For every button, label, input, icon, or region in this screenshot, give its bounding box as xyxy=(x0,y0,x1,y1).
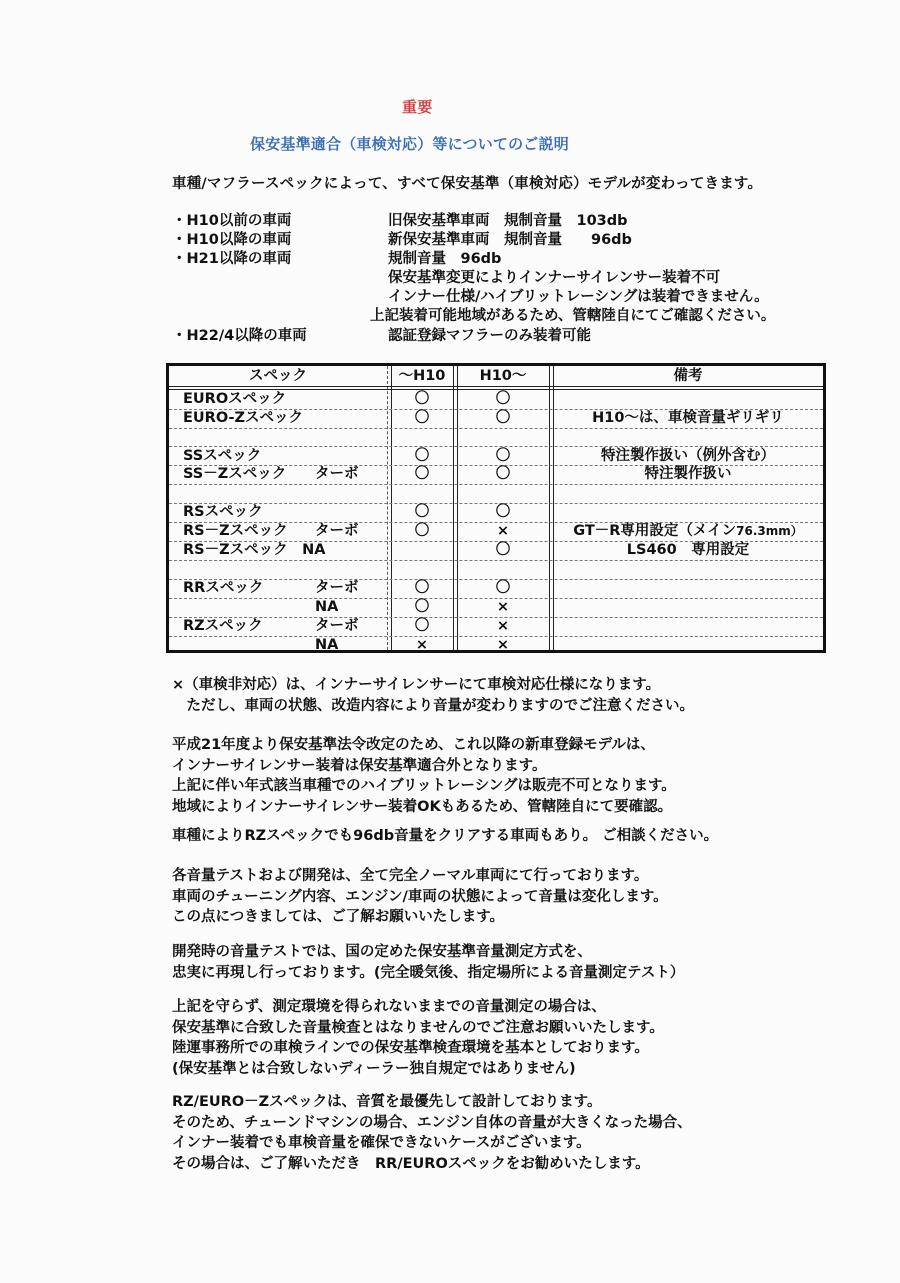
before-h10-cell: 〇 xyxy=(414,410,430,426)
after-h10-cell: × xyxy=(496,523,510,539)
note-paragraph xyxy=(172,997,664,1079)
vehicle-row xyxy=(172,288,832,306)
table-row xyxy=(169,390,823,409)
vehicle-row xyxy=(172,212,832,230)
vehicle-value: 認証登録マフラーのみ装着可能 xyxy=(388,328,591,344)
remark-cell: 特注製作扱い（例外含む） xyxy=(601,448,775,464)
row-divider xyxy=(169,428,823,429)
note-line: 上記に伴い年式該当車種でのハイブリットレーシングは販売不可となります。 xyxy=(172,778,676,794)
important-heading: 重要 xyxy=(402,98,433,116)
table-row xyxy=(169,617,823,636)
spec-cell: RRスペック xyxy=(183,580,264,596)
remark-cell: LS460 専用設定 xyxy=(626,542,750,558)
spec-variant-cell: ターボ xyxy=(315,618,359,634)
vehicle-value: インナー仕様/ハイブリットレーシングは装着できません。 xyxy=(388,289,769,305)
note-line: ただし、車両の状態、改造内容により音量が変わりますのでご注意ください。 xyxy=(172,697,694,714)
note-line: そのため、チューンドマシンの場合、エンジン自体の音量が大きくなった場合、 xyxy=(172,1114,692,1131)
table-row xyxy=(169,447,823,466)
note-line: 陸運事務所での車検ラインでの保安基準検査環境を基本としております。 xyxy=(172,1040,649,1056)
note-line: この点につきましては、ご了解お願いいたします。 xyxy=(172,909,505,925)
after-h10-cell: 〇 xyxy=(495,448,511,464)
vehicle-row xyxy=(172,327,832,345)
remark-cell xyxy=(553,522,823,541)
after-h10-cell: 〇 xyxy=(495,580,511,596)
header-spec: スペック xyxy=(249,368,307,384)
before-h10-cell: 〇 xyxy=(414,466,430,482)
before-h10-cell: 〇 xyxy=(414,599,430,615)
intro-text: 車種/マフラースペックによって、すべて保安基準（車検対応）モデルが変わってきます。 xyxy=(172,176,763,192)
note-line: 上記を守らず、測定環境を得られないままでの音量測定の場合は、 xyxy=(172,999,606,1015)
spec-cell: RS－Zスペック NA xyxy=(183,542,326,558)
note-line: 平成21年度より保安基準法令改定のため、これ以降の新車登録モデルは、 xyxy=(172,737,655,753)
note-line: 忠実に再現し行っております。(完全暖気後、指定場所による音量測定テスト） xyxy=(172,964,685,981)
note-paragraph xyxy=(172,942,684,983)
note-line: 各音量テストおよび開発は、全て完全ノーマル車両にて行っております。 xyxy=(172,868,649,884)
remark-cell: 特注製作扱い xyxy=(644,466,732,482)
spec-variant-cell: NA xyxy=(315,599,339,615)
before-h10-cell: 〇 xyxy=(414,504,430,520)
spec-cell: EURO-Zスペック xyxy=(183,410,303,426)
spec-cell: EUROスペック xyxy=(183,391,287,407)
spec-cell: SSスペック xyxy=(183,448,262,464)
note-line: インナー装着でも車検音量を確保できないケースがございます。 xyxy=(172,1135,591,1151)
note-line: インナーサイレンサー装着は保安基準適合外となります。 xyxy=(172,757,547,774)
spec-variant-cell: ターボ xyxy=(315,523,359,539)
vehicle-row xyxy=(172,250,832,268)
table-row xyxy=(169,503,823,522)
table-row xyxy=(169,579,823,598)
note-line: 車両のチューニング内容、エンジン/車両の状態によって音量は変化します。 xyxy=(172,888,668,905)
vehicle-value: 新保安基準車両 規制音量 96db xyxy=(388,232,632,248)
row-divider xyxy=(169,560,823,561)
note-line: 地域によりインナーサイレンサー装着OKもあるため、管轄陸自にて要確認。 xyxy=(172,798,673,815)
note-paragraph xyxy=(172,866,668,928)
header-before-h10: ～H10 xyxy=(398,368,446,384)
vehicle-value: 規制音量 96db xyxy=(388,251,502,267)
note-paragraph xyxy=(172,675,694,716)
table-row xyxy=(169,409,823,428)
spec-cell: RSスペック xyxy=(183,504,263,520)
document-title: 保安基準適合（車検対応）等についてのご説明 xyxy=(250,135,569,153)
after-h10-cell: 〇 xyxy=(495,391,511,407)
before-h10-cell: 〇 xyxy=(414,618,430,634)
table-row xyxy=(169,465,823,484)
table-row xyxy=(169,636,823,655)
vehicle-value: 保安基準変更によりインナーサイレンサー装着不可 xyxy=(388,270,721,286)
vehicle-value: 旧保安基準車両 規制音量 103db xyxy=(388,213,628,229)
before-h10-cell: 〇 xyxy=(414,580,430,596)
after-h10-cell: 〇 xyxy=(495,410,511,426)
table-rule xyxy=(169,386,823,387)
note-line: ×（車検非対応）は、インナーサイレンサーにて車検対応仕様になります。 xyxy=(172,677,661,693)
remark-small-text: 76.3mm） xyxy=(736,524,803,538)
table-row xyxy=(169,541,823,560)
note-paragraph xyxy=(172,826,718,847)
vehicle-label: ・H10以降の車両 xyxy=(172,232,292,248)
after-h10-cell: × xyxy=(496,637,510,653)
row-divider xyxy=(169,484,823,485)
table-row xyxy=(169,598,823,617)
vehicle-row xyxy=(172,269,832,287)
spec-cell: RZスペック xyxy=(183,618,263,634)
table-row xyxy=(169,522,823,541)
spec-variant-cell: ターボ xyxy=(315,466,359,482)
vehicle-label: ・H21以降の車両 xyxy=(172,251,292,267)
note-line: その場合は、ご了解いただき RR/EUROスペックをお勧めいたします。 xyxy=(172,1155,650,1172)
spec-variant-cell: NA xyxy=(315,637,339,653)
before-h10-cell: × xyxy=(415,637,429,653)
before-h10-cell: 〇 xyxy=(414,448,430,464)
vehicle-label: ・H22/4以降の車両 xyxy=(172,328,307,344)
vehicle-label: ・H10以前の車両 xyxy=(172,213,292,229)
remark-text: GT－R専用設定（メイン xyxy=(573,523,737,539)
before-h10-cell: 〇 xyxy=(414,523,430,539)
after-h10-cell: 〇 xyxy=(495,542,511,558)
note-paragraph xyxy=(172,735,676,817)
note-line: 保安基準に合致した音量検査とはなりませんのでご注意お願いいたします。 xyxy=(172,1019,664,1036)
note-line: 開発時の音量テストでは、国の定めた保安基準音量測定方式を、 xyxy=(172,944,592,960)
spec-cell: SS－Zスペック xyxy=(183,466,287,482)
note-line: RZ/EURO－Zスペックは、音質を最優先して設計しております。 xyxy=(172,1094,602,1110)
note-paragraph xyxy=(172,1092,692,1174)
after-h10-cell: × xyxy=(496,618,510,634)
note-line: (保安基準とは合致しないディーラー独自規定ではありません) xyxy=(172,1060,576,1077)
vehicle-row xyxy=(172,307,832,325)
remark-cell: H10～は、車検音量ギリギリ xyxy=(592,410,784,426)
table-header xyxy=(169,366,823,386)
note-line: 車種によりRZスペックでも96db音量をクリアする車両もあり。 ご相談ください。 xyxy=(172,828,719,844)
spec-variant-cell: ターボ xyxy=(315,580,359,596)
header-after-h10: H10～ xyxy=(479,368,527,384)
vehicle-value: 上記装着可能地域があるため、管轄陸自にてご確認ください。 xyxy=(370,308,776,324)
after-h10-cell: × xyxy=(496,599,510,615)
after-h10-cell: 〇 xyxy=(495,466,511,482)
after-h10-cell: 〇 xyxy=(495,504,511,520)
spec-cell: RS－Zスペック xyxy=(183,523,288,539)
before-h10-cell: 〇 xyxy=(414,391,430,407)
header-remarks: 備考 xyxy=(673,368,703,384)
vehicle-row xyxy=(172,231,832,249)
spec-table xyxy=(166,363,826,653)
